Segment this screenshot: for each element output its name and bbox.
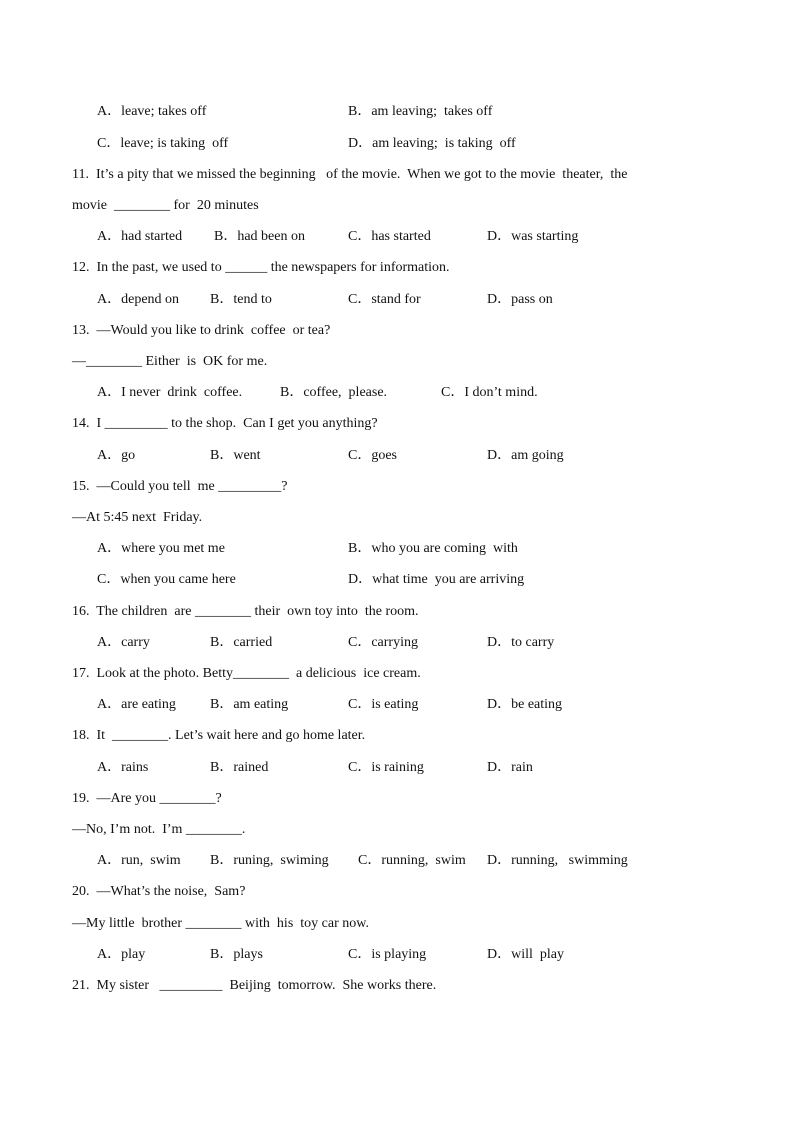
q17-option-d: D．be eating [487, 697, 563, 712]
q17-option-b: B．am eating [210, 697, 289, 712]
q15-option-d: D．what time you are arriving [348, 572, 525, 587]
q14-option-b: B．went [210, 448, 261, 463]
q19-stem: 19. —Are you ________? [72, 791, 222, 806]
q18-option-c: C．is raining [348, 760, 424, 775]
q11-option-d: D．was starting [487, 229, 579, 244]
q11-option-a: A．had started [97, 229, 183, 244]
q13-option-b: B．coffee, please. [280, 385, 388, 400]
q17-option-a: A．are eating [97, 697, 176, 712]
q20-stem: 20. —What’s the noise, Sam? [72, 884, 246, 899]
q10-option-c: C．leave; is taking off [97, 136, 229, 151]
q10-option-a: A．leave; takes off [97, 104, 207, 119]
q14-option-a: A．go [97, 448, 136, 463]
q15-option-b: B．who you are coming with [348, 541, 518, 556]
q16-option-c: C．carrying [348, 635, 418, 650]
q13-stem: 13. —Would you like to drink coffee or tea? [72, 323, 331, 338]
q18-stem: 18. It ________. Let’s wait here and go home later. [72, 728, 366, 743]
q10-option-d: D．am leaving; is taking off [348, 136, 516, 151]
q20-reply: —My little brother ________ with his toy car now. [72, 916, 369, 931]
q19-option-c: C．running, swim [358, 853, 466, 868]
q20-option-a: A．play [97, 947, 146, 962]
q19-option-d: D．running, swimming [487, 853, 628, 868]
q11-stem-continued: movie ________ for 20 minutes [72, 198, 259, 213]
q16-option-d: D．to carry [487, 635, 555, 650]
q14-option-d: D．am going [487, 448, 564, 463]
q19-option-b: B．runing, swiming [210, 853, 329, 868]
q12-option-b: B．tend to [210, 292, 272, 307]
q16-stem: 16. The children are ________ their own toy into the room. [72, 604, 419, 619]
q15-option-c: C．when you came here [97, 572, 236, 587]
q18-option-b: B．rained [210, 760, 269, 775]
q12-option-d: D．pass on [487, 292, 553, 307]
q11-option-c: C．has started [348, 229, 431, 244]
q15-option-a: A．where you met me [97, 541, 225, 556]
q18-option-a: A．rains [97, 760, 149, 775]
q12-option-a: A．depend on [97, 292, 180, 307]
q18-option-d: D．rain [487, 760, 533, 775]
q20-option-c: C．is playing [348, 947, 427, 962]
q17-stem: 17. Look at the photo. Betty________ a delicious ice cream. [72, 666, 421, 681]
q12-stem: 12. In the past, we used to ______ the newspapers for information. [72, 260, 450, 275]
q16-option-a: A．carry [97, 635, 150, 650]
q12-option-c: C．stand for [348, 292, 421, 307]
q21-stem: 21. My sister _________ Beijing tomorrow. She works there. [72, 978, 437, 993]
q17-option-c: C．is eating [348, 697, 419, 712]
q19-reply: —No, I’m not. I’m ________. [72, 822, 246, 837]
q14-stem: 14. I _________ to the shop. Can I get you anything? [72, 416, 378, 431]
q13-option-c: C．I don’t mind. [441, 385, 538, 400]
q19-option-a: A．run, swim [97, 853, 181, 868]
q20-option-d: D．will play [487, 947, 564, 962]
q14-option-c: C．goes [348, 448, 397, 463]
q20-option-b: B．plays [210, 947, 263, 962]
q11-stem: 11. It’s a pity that we missed the beginning of the movie. When we got to the movie theater, the [72, 167, 628, 182]
q13-option-a: A．I never drink coffee. [97, 385, 243, 400]
q10-option-b: B．am leaving; takes off [348, 104, 493, 119]
q15-reply: —At 5:45 next Friday. [72, 510, 203, 525]
q11-option-b: B．had been on [214, 229, 305, 244]
q16-option-b: B．carried [210, 635, 273, 650]
q15-stem: 15. —Could you tell me _________? [72, 479, 288, 494]
q13-reply: —________ Either is OK for me. [72, 354, 268, 369]
